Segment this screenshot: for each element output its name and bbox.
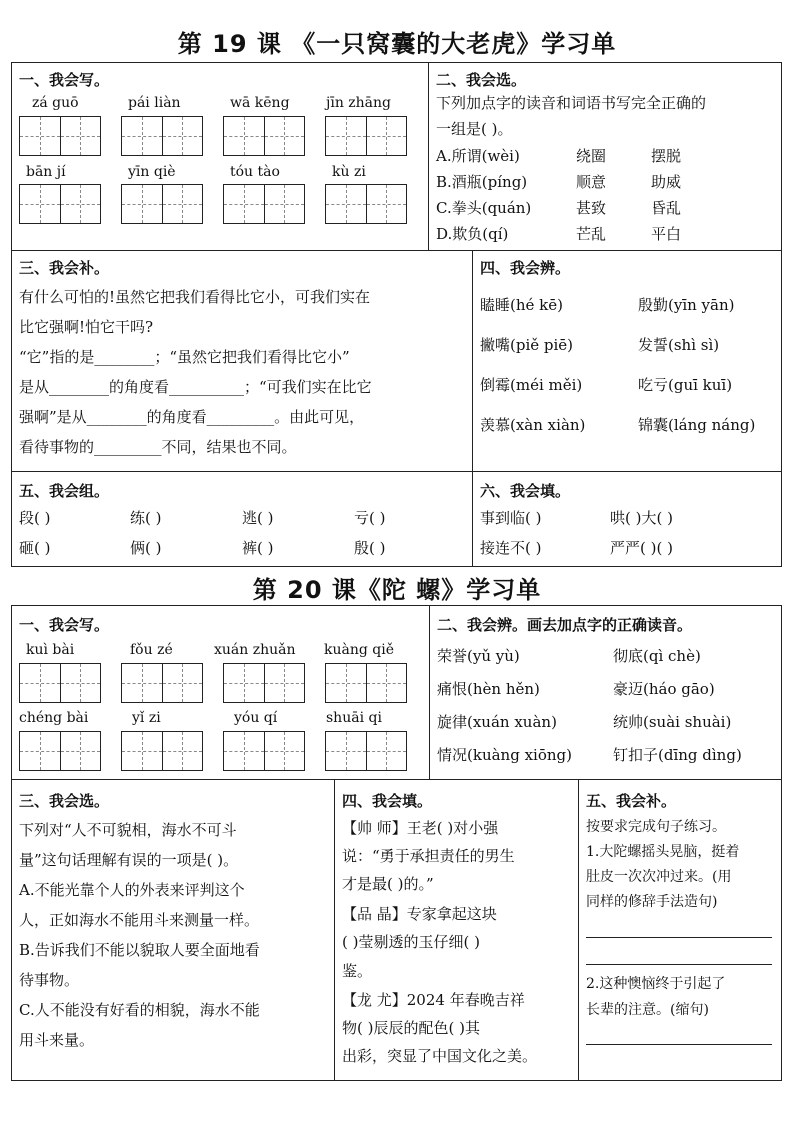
pinyin-label: fǒu zé: [130, 642, 173, 658]
option-b-w2: 顺意: [576, 173, 607, 191]
question-line[interactable]: 量”这句话理解有误的一项是( )。: [19, 851, 239, 869]
writing-grid[interactable]: [325, 663, 407, 703]
pronunciation-item[interactable]: 情况(kuàng xiōng): [437, 746, 572, 764]
l19-compose-section: [11, 471, 473, 567]
pronunciation-item[interactable]: 统帅(suài shuài): [613, 713, 732, 731]
l19-s2-heading: 二、我会选。: [436, 71, 527, 89]
compose-item[interactable]: 殷( ): [354, 539, 386, 557]
option-d-w2: 芒乱: [576, 225, 607, 243]
pronunciation-item[interactable]: 羡慕(xàn xiàn): [480, 416, 586, 434]
pinyin-label: chéng bài: [19, 710, 89, 726]
l20-s1-heading: 一、我会写。: [19, 616, 110, 634]
writing-grid[interactable]: [19, 184, 101, 224]
writing-grid[interactable]: [325, 184, 407, 224]
question-text: 下列加点字的读音和词语书写完全正确的: [436, 94, 707, 112]
fill-line[interactable]: 物( )辰辰的配色( )其: [342, 1019, 480, 1037]
idiom-fill[interactable]: 接连不( ): [480, 539, 542, 557]
pronunciation-item[interactable]: 荣誉(yǔ yù): [437, 647, 520, 665]
idiom-fill[interactable]: 哄( )大( ): [610, 509, 673, 527]
writing-grid[interactable]: [121, 116, 203, 156]
passage-line: 比它强啊!怕它干吗?: [19, 318, 154, 336]
writing-grid[interactable]: [19, 731, 101, 771]
exercise-line: 肚皮一次次冲过来。(用: [586, 869, 732, 885]
pronunciation-item[interactable]: 撇嘴(piě piē): [480, 336, 574, 354]
writing-grid[interactable]: [121, 663, 203, 703]
pinyin-label: wā kēng: [230, 95, 290, 111]
writing-grid[interactable]: [19, 116, 101, 156]
fill-line[interactable]: 【帅 师】王老( )对小强: [342, 819, 499, 837]
lesson19-title: 第 19 课 《一只窝囊的大老虎》学习单: [177, 30, 617, 58]
pronunciation-item[interactable]: 吃亏(guī kuī): [638, 376, 733, 394]
pronunciation-item[interactable]: 痛恨(hèn hěn): [437, 680, 540, 698]
idiom-fill[interactable]: 严严( )( ): [610, 539, 673, 557]
pronunciation-item[interactable]: 殷勤(yīn yān): [638, 296, 735, 314]
compose-item[interactable]: 逃( ): [242, 509, 274, 527]
compose-item[interactable]: 亏( ): [354, 509, 386, 527]
l19-s3-heading: 三、我会补。: [19, 259, 110, 277]
passage-line[interactable]: 看待事物的_________不同，结果也不同。: [19, 438, 297, 456]
l19-s1-heading: 一、我会写。: [19, 71, 110, 89]
option-a-w3: 摆脱: [651, 147, 682, 165]
option-line[interactable]: C.人不能没有好看的相貌，海水不能: [19, 1001, 260, 1019]
writing-grid[interactable]: [223, 116, 305, 156]
pronunciation-item[interactable]: 旋律(xuán xuàn): [437, 713, 557, 731]
exercise-line: 2.这种懊恼终于引起了: [586, 976, 726, 992]
option-a-w2: 绕圈: [576, 147, 607, 165]
compose-item[interactable]: 段( ): [19, 509, 51, 527]
pinyin-label: yīn qiè: [128, 164, 176, 180]
passage-line[interactable]: 强啊”是从________的角度看_________。由此可见，: [19, 408, 365, 426]
l20-s3-heading: 三、我会选。: [19, 792, 110, 810]
idiom-fill[interactable]: 事到临( ): [480, 509, 542, 527]
fill-line[interactable]: ( )莹剔透的玉仔细( ): [342, 933, 480, 951]
lesson20-title: 第 20 课《陀 螺》学习单: [252, 576, 542, 604]
pinyin-label: tóu tào: [230, 164, 280, 180]
pinyin-label: zá guō: [32, 95, 79, 111]
exercise-line: 1.大陀螺摇头晃脑，挺着: [586, 844, 740, 860]
answer-line[interactable]: [586, 937, 772, 938]
pinyin-label: yóu qí: [234, 710, 278, 726]
l20-choose-section: [11, 779, 335, 1081]
writing-grid[interactable]: [223, 731, 305, 771]
pronunciation-item[interactable]: 豪迈(háo gāo): [613, 680, 715, 698]
compose-item[interactable]: 练( ): [130, 509, 162, 527]
writing-grid[interactable]: [325, 116, 407, 156]
option-b-word[interactable]: B.酒瓶(píng): [436, 173, 528, 191]
fill-line: 鉴。: [342, 962, 373, 980]
pronunciation-item[interactable]: 钉扣子(dīng dìng): [613, 746, 742, 764]
passage-line: 有什么可怕的!虽然它把我们看得比它小，可我们实在: [19, 288, 371, 306]
pronunciation-item[interactable]: 锦囊(láng náng): [638, 416, 756, 434]
pinyin-label: kuì bài: [26, 642, 75, 658]
l20-complete-section: [578, 779, 782, 1081]
question-text: 一组是( )。: [436, 120, 513, 138]
option-line: 待事物。: [19, 971, 80, 989]
option-line: 用斗来量。: [19, 1031, 95, 1049]
pinyin-label: yǐ zi: [132, 710, 161, 726]
option-d-w3: 平白: [651, 225, 682, 243]
option-d-word[interactable]: D.欺负(qí): [436, 225, 509, 243]
instruction-line: 按要求完成句子练习。: [586, 819, 726, 835]
compose-item[interactable]: 砸( ): [19, 539, 51, 557]
option-line[interactable]: A.不能光靠个人的外表来评判这个: [19, 881, 245, 899]
pronunciation-item[interactable]: 彻底(qì chè): [613, 647, 701, 665]
writing-grid[interactable]: [223, 184, 305, 224]
compose-item[interactable]: 俩( ): [130, 539, 162, 557]
writing-grid[interactable]: [325, 731, 407, 771]
fill-line: 【龙 尤】2024 年春晚吉祥: [342, 991, 525, 1009]
l19-s5-heading: 五、我会组。: [19, 482, 110, 500]
fill-line: 【品 晶】专家拿起这块: [342, 905, 497, 923]
l19-choose-section: [428, 62, 782, 251]
compose-item[interactable]: 裤( ): [242, 539, 274, 557]
option-line: 人，正如海水不能用斗来测量一样。: [19, 911, 260, 929]
option-c-w3: 昏乱: [651, 199, 682, 217]
exercise-line: 长辈的注意。(缩句): [586, 1002, 709, 1018]
question-line: 下列对“人不可貌相，海水不可斗: [19, 821, 237, 839]
l19-distinguish-section: [472, 250, 782, 472]
pronunciation-item[interactable]: 倒霉(méi měi): [480, 376, 583, 394]
l20-fill-section: [334, 779, 579, 1081]
answer-line[interactable]: [586, 1044, 772, 1045]
l20-write-section: [11, 605, 430, 780]
option-b-w3: 助威: [651, 173, 682, 191]
passage-line[interactable]: “它”指的是________；“虽然它把我们看得比它小”: [19, 348, 350, 366]
fill-line: 说：“勇于承担责任的男生: [342, 847, 515, 865]
option-line[interactable]: B.告诉我们不能以貌取人要全面地看: [19, 941, 260, 959]
writing-grid[interactable]: [121, 184, 203, 224]
fill-line: 出彩，突显了中国文化之美。: [342, 1047, 538, 1065]
pronunciation-item[interactable]: 发誓(shì sì): [638, 336, 720, 354]
exercise-line: 同样的修辞手法造句): [586, 894, 718, 910]
l19-complete-section: [11, 250, 473, 472]
pinyin-label: jīn zhāng: [326, 95, 392, 111]
pinyin-label: xuán zhuǎn: [214, 642, 296, 658]
option-c-word[interactable]: C.拳头(quán): [436, 199, 532, 217]
pinyin-label: kù zi: [332, 164, 366, 180]
l20-distinguish-section: [429, 605, 782, 780]
pinyin-label: bān jí: [26, 164, 66, 180]
writing-grid[interactable]: [19, 663, 101, 703]
writing-grid[interactable]: [121, 731, 203, 771]
passage-line[interactable]: 是从________的角度看__________；“可我们实在比它: [19, 378, 372, 396]
writing-grid[interactable]: [223, 663, 305, 703]
pinyin-label: shuāi qi: [326, 710, 382, 726]
option-c-w2: 甚致: [576, 199, 607, 217]
pronunciation-item[interactable]: 瞌睡(hé kē): [480, 296, 563, 314]
answer-line[interactable]: [586, 964, 772, 965]
fill-line[interactable]: 才是最( )的。”: [342, 875, 434, 893]
l20-s2-heading: 二、我会辨。画去加点字的正确读音。: [437, 616, 693, 634]
pinyin-label: pái liàn: [128, 95, 181, 111]
pinyin-label: kuàng qiě: [324, 642, 394, 658]
l19-fill-section: [472, 471, 782, 567]
option-a-word[interactable]: A.所谓(wèi): [436, 147, 520, 165]
l19-s6-heading: 六、我会填。: [480, 482, 571, 500]
l19-s4-heading: 四、我会辨。: [480, 259, 571, 277]
l20-s5-heading: 五、我会补。: [586, 792, 677, 810]
l19-write-section: [11, 62, 429, 251]
l20-s4-heading: 四、我会填。: [342, 792, 433, 810]
